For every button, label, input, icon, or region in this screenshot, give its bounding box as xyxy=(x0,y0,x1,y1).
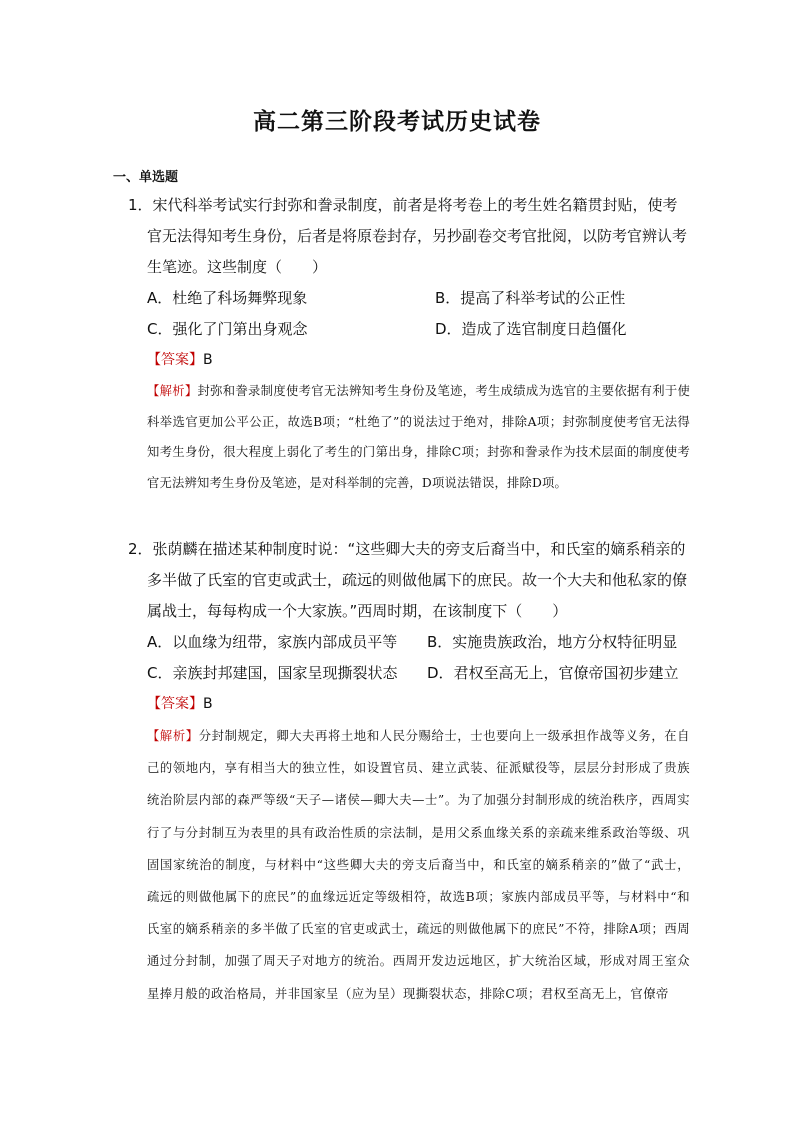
analysis-text xyxy=(147,376,690,498)
analysis-body: 分封制规定，卿大夫再将土地和人民分赐给士，士也要向上一级承担作战等义务，在自己的领地内，享有相当大的独立性，如设置官员、建立武装、征派赋役等，层层分封形成了贵族统治阶层内部的森严等级“天子—诸侯—卿大夫—士”。为了加强分封制形成的统治秩序，西周实行了与分封制互为表里的具有政治性质的宗法制，是用父系血缘关系的亲疏来维系政治等级、巩固国家统治的制度，与材料中“这些卿大夫的旁支后裔当中，和氏室的嫡系稍亲的”做了“武士，疏远的则做他属下的庶民”的血缘远近定等级相符，故选B项；家族内部成员平等，与材料中“和氏室的嫡系稍亲的多半做了氏室的官吏或武士，疏远的则做他属下的庶民”不符，排除A项；西周通过分封制，加强了周天子对地方的统治。西周开发边远地区，扩大统治区域，形成对周王室众星捧月般的政治格局，并非国家呈（应为呈）现撕裂状态，排除C项；君权至高无上，官僚帝 xyxy=(147,729,690,1001)
answer-value: B xyxy=(203,352,213,368)
analysis-tag: 【解析】 xyxy=(147,384,198,398)
section-heading: 一、单选题 xyxy=(113,170,179,185)
option-d: D．造成了选官制度日趋僵化 xyxy=(435,320,627,338)
options-list xyxy=(147,627,690,689)
option-c: C．亲族封邦建国，国家呈现撕裂状态 xyxy=(147,664,398,682)
answer-tag: 【答案】 xyxy=(147,352,203,368)
option-b: B．实施贵族政治，地方分权特征明显 xyxy=(427,633,678,651)
analysis-body: 封弥和誊录制度使考官无法辨知考生身份及笔迹，考生成绩成为选官的主要依据有利于使科举选官更加公平公正，故选B项；“杜绝了”的说法过于绝对，排除A项；封弥制度使考官无法得知考生身份，很大程度上弱化了考生的门第出身，排除C项；封弥和誊录作为技术层面的制度使考官无法辨知考生身份及笔迹，是对科举制的完善，D项说法错误，排除D项。 xyxy=(147,384,690,490)
page-title: 高二第三阶段考试历史试卷 xyxy=(253,108,541,135)
question-2 xyxy=(110,534,690,1010)
answer-tag: 【答案】 xyxy=(147,696,203,712)
options-list xyxy=(147,283,690,345)
answer-value: B xyxy=(203,696,213,712)
analysis-tag: 【解析】 xyxy=(147,729,199,743)
answer-line xyxy=(147,689,690,720)
option-b: B．提高了科举考试的公正性 xyxy=(435,289,626,307)
answer-line xyxy=(147,345,690,376)
question-stem: 2．张荫麟在描述某种制度时说：“这些卿大夫的旁支后裔当中，和氏室的嫡系稍亲的多半做了氏室的官吏或武士，疏远的则做他属下的庶民。故一个大夫和他私家的僚属战士，每每构成一个大家族。”西周时期，在该制度下（ ） xyxy=(128,540,688,620)
option-a: A．杜绝了科场舞弊现象 xyxy=(147,289,308,307)
option-d: D．君权至高无上，官僚帝国初步建立 xyxy=(427,664,679,682)
option-a: A．以血缘为纽带，家族内部成员平等 xyxy=(147,633,398,651)
option-c: C．强化了门第出身观念 xyxy=(147,320,308,338)
question-stem: 1．宋代科举考试实行封弥和誊录制度，前者是将考卷上的考生姓名籍贯封贴，使考官无法得知考生身份，后者是将原卷封存，另抄副卷交考官批阅，以防考官辨认考生笔迹。这些制度（ ） xyxy=(128,196,688,276)
question-1 xyxy=(110,190,690,498)
analysis-text xyxy=(147,720,690,1010)
